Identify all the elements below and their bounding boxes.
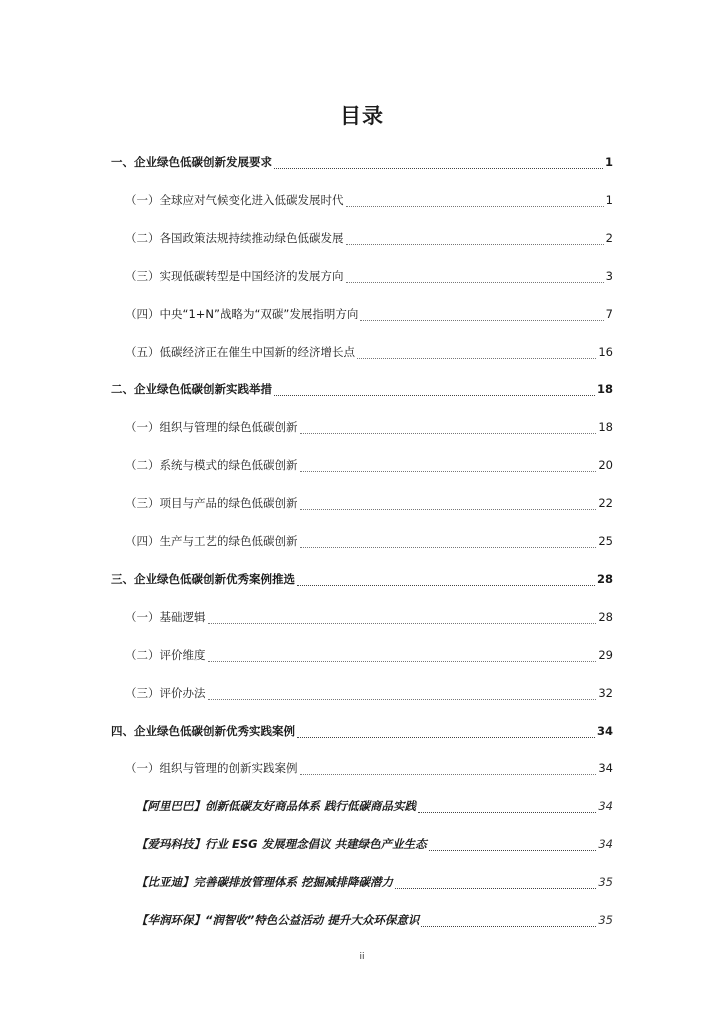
toc-entry-title: 【爱玛科技】行业 ESG 发展理念倡议 共建绿色产业生态: [136, 837, 427, 852]
toc-entry-title: 二、企业绿色低碳创新实践举措: [111, 382, 272, 397]
dot-leader: [274, 394, 595, 396]
toc-entry-page: 2: [605, 230, 613, 245]
toc-entry[interactable]: [125, 344, 613, 364]
toc-entry-page: 34: [596, 723, 613, 738]
toc-entry[interactable]: [125, 647, 613, 667]
toc-entry-title: （三）实现低碳转型是中国经济的发展方向: [125, 268, 344, 283]
dot-leader: [421, 925, 596, 927]
dot-leader: [297, 584, 595, 586]
toc-entry-page: 29: [598, 647, 613, 662]
dot-leader: [208, 622, 597, 624]
dot-leader: [418, 811, 596, 813]
toc-entry[interactable]: [125, 685, 613, 705]
toc-entry-title: （一）组织与管理的绿色低碳创新: [125, 420, 298, 435]
toc-entry-title: （一）组织与管理的创新实践案例: [125, 761, 298, 776]
dot-leader: [346, 243, 604, 245]
toc-entry[interactable]: [125, 609, 613, 629]
dot-leader: [346, 281, 604, 283]
toc-entry-page: 35: [598, 913, 613, 927]
dot-leader: [429, 849, 597, 851]
toc-entry[interactable]: [125, 306, 613, 326]
toc-entry-title: 【比亚迪】完善碳排放管理体系 挖掘减排降碳潜力: [136, 875, 394, 890]
toc-entry-page: 34: [598, 761, 613, 776]
toc-entry-page: 3: [605, 268, 613, 283]
toc-entry-page: 35: [598, 875, 613, 890]
page-number: ii: [359, 952, 365, 962]
toc-entry-page: 1: [605, 192, 613, 207]
toc-entry-title: （一）全球应对气候变化进入低碳发展时代: [125, 192, 344, 207]
toc-entry-page: 25: [598, 534, 613, 548]
dot-leader: [274, 167, 603, 169]
toc-entry[interactable]: [125, 230, 613, 250]
dot-leader: [208, 660, 597, 662]
toc-entry[interactable]: [136, 912, 613, 932]
toc-entry[interactable]: [125, 495, 613, 515]
toc-entry-title: （三）评价办法: [125, 685, 206, 700]
toc-entry[interactable]: [125, 268, 613, 288]
toc-entry[interactable]: [136, 798, 613, 818]
dot-leader: [360, 319, 603, 321]
toc-entry-title: （四）生产与工艺的绿色低碳创新: [125, 534, 298, 548]
toc-entry-title: （四）中央“1+N”战略为“双碳”发展指明方向: [125, 306, 359, 321]
toc-entry-title: （一）基础逻辑: [125, 609, 206, 624]
dot-leader: [395, 887, 596, 889]
toc-entry-title: （二）各国政策法规持续推动绿色低碳发展: [125, 230, 344, 245]
dot-leader: [297, 736, 595, 738]
dot-leader: [300, 470, 597, 472]
toc-entry-page: 16: [598, 344, 613, 359]
toc-entry-title: 【华润环保】“润智收”特色公益活动 提升大众环保意识: [136, 913, 420, 927]
dot-leader: [300, 773, 597, 775]
toc-entry-page: 32: [598, 685, 613, 700]
toc-entry[interactable]: [125, 192, 613, 212]
toc-entry-page: 34: [598, 799, 613, 814]
dot-leader: [300, 508, 597, 510]
toc-entry-title: （二）评价维度: [125, 647, 206, 662]
toc-entry[interactable]: [111, 154, 613, 174]
toc-entry-title: 四、企业绿色低碳创新优秀实践案例: [111, 723, 295, 738]
toc-entry-page: 34: [598, 837, 613, 852]
toc-entry[interactable]: [125, 760, 613, 780]
dot-leader: [300, 546, 597, 548]
page-title: 目录: [340, 104, 384, 128]
toc-entry-page: 7: [605, 306, 613, 321]
dot-leader: [357, 357, 596, 359]
toc-entry[interactable]: [125, 419, 613, 439]
dot-leader: [208, 698, 597, 700]
dot-leader: [300, 432, 597, 434]
toc-entry-page: 1: [604, 155, 613, 169]
toc-entry-page: 22: [598, 496, 613, 511]
toc-entry-title: （五）低碳经济正在催生中国新的经济增长点: [125, 344, 355, 359]
toc-entry-page: 28: [596, 571, 613, 586]
toc-entry-page: 28: [598, 609, 613, 624]
toc-entry-title: 【阿里巴巴】创新低碳友好商品体系 践行低碳商品实践: [136, 799, 417, 814]
toc-entry-title: 一、企业绿色低碳创新发展要求: [111, 155, 272, 169]
dot-leader: [346, 205, 604, 207]
toc-entry-title: （三）项目与产品的绿色低碳创新: [125, 496, 298, 511]
toc-entry-page: 20: [598, 458, 613, 473]
toc-entry-title: （二）系统与模式的绿色低碳创新: [125, 458, 298, 473]
toc-entry[interactable]: [111, 571, 613, 591]
toc-entry[interactable]: [125, 533, 613, 553]
toc-entry[interactable]: [136, 836, 613, 856]
toc-entry[interactable]: [125, 457, 613, 477]
toc-entry[interactable]: [111, 381, 613, 401]
toc-entry-page: 18: [596, 382, 613, 397]
toc-entry-page: 18: [598, 420, 613, 435]
toc-entry-title: 三、企业绿色低碳创新优秀案例推选: [111, 571, 295, 586]
toc-entry[interactable]: [111, 723, 613, 743]
toc-entry[interactable]: [136, 874, 613, 894]
